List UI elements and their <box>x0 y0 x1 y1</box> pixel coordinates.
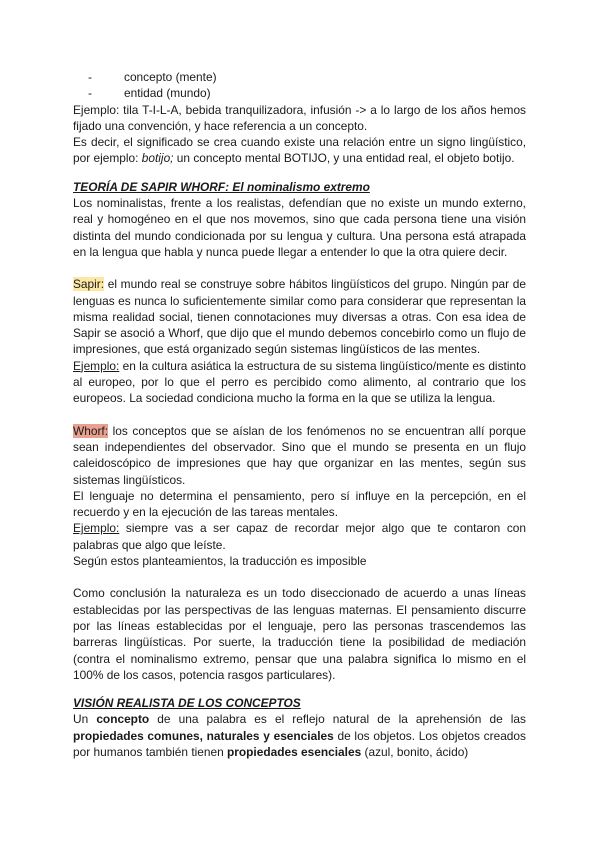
spacer <box>73 407 526 423</box>
document-body <box>73 69 526 760</box>
sapir-example-paragraph <box>73 358 526 407</box>
bullet-list <box>73 69 526 102</box>
whorf-paragraph <box>73 423 526 488</box>
meaning-italic: botijo; <box>141 151 174 166</box>
bullet-text: entidad (mundo) <box>124 86 211 101</box>
sapir-example-text: en la cultura asiática la estructura de su sistema lingüístico/mente es distinto al europeo, por lo que el perro es percibido como alimento, al contrario que los europeos. La sociedad condiciona mucho la forma en la que se utiliza la lengua. <box>73 358 526 406</box>
whorf-example-label: Ejemplo: <box>73 521 120 536</box>
concept-paragraph <box>73 711 526 760</box>
list-item <box>88 69 526 85</box>
spacer <box>73 167 526 179</box>
meaning-paragraph <box>73 134 526 167</box>
bullet-dash: - <box>88 70 92 84</box>
meaning-text-a: Es decir, el significado se crea cuando existe una relación entre un signo lingüístico, por ejemplo: <box>73 135 526 166</box>
concept-bold-3: propiedades esenciales <box>227 744 362 759</box>
section-heading-sapir-whorf: TEORÍA DE SAPIR WHORF: El nominalismo extremo <box>73 179 370 194</box>
concept-text-4: (azul, bonito, ácido) <box>361 744 469 759</box>
whorf-text: los conceptos que se aíslan de los fenómenos no se encuentran allí porque sean independientes del observador. Sino que el mundo se presenta en un flujo caleidoscópico de impresiones que hay que organizar en las mentes, según sus sistemas lingüísticos. <box>73 423 526 487</box>
concept-bold-1: concepto <box>96 712 150 727</box>
list-item <box>88 85 526 101</box>
spacer <box>73 569 526 585</box>
sapir-label: Sapir: <box>73 277 105 292</box>
concept-bold-2: propiedades comunes, naturales y esenciales <box>73 728 334 743</box>
conclusion-paragraph: Como conclusión la naturaleza es un todo diseccionado de acuerdo a unas líneas establecidas por las perspectivas de las lenguas maternas. El pensamiento discurre por las líneas establecidas por el lenguaje, pero las personas trascendemos las barreras lingüísticas. Por suerte, la traducción tiene la posibilidad de mediación (contra el nominalismo extremo, pensar que una palabra significa lo mismo en el 100% de los casos, potencia rasgos particulares). <box>73 586 526 682</box>
language-thought-paragraph: El lenguaje no determina el pensamiento, pero sí influye en la percepción, en el recuerdo y en la ejecución de las tareas mentales. <box>73 488 526 520</box>
bullet-text: concepto (mente) <box>124 70 217 84</box>
bullet-dash: - <box>88 86 92 101</box>
concept-text-2: de una palabra es el reflejo natural de la aprehensión de las <box>149 712 526 727</box>
concept-text-1: Un <box>73 712 97 727</box>
meaning-text-b: un concepto mental BOTIJO, y una entidad real, el objeto botijo. <box>173 151 515 166</box>
spacer <box>73 260 526 276</box>
nominalists-paragraph: Los nominalistas, frente a los realistas, defendían que no existe un mundo externo, real y homogéneo en el que nos movemos, sino que cada persona tiene una visión distinta del mundo condicionada por su lengua y cultura. Una persona está atrapada en la lengua que habla y nunca puede llegar a entender lo que la otra quiere decir. <box>73 196 526 259</box>
sapir-text: el mundo real se construye sobre hábitos lingüísticos del grupo. Ningún par de lenguas es nunca lo suficientemente similar como para considerar que representan la misma realidad social, tienen connotaciones muy diversas a otras. Con esa idea de Sapir se asoció a Whorf, que dijo que el mundo debemos concebirlo como un flujo de impresiones, que está organizado según sistemas lingüísticos de las mentes. <box>73 277 526 357</box>
section-heading-realista: VISIÓN REALISTA DE LOS CONCEPTOS <box>73 696 301 711</box>
whorf-example-text: siempre vas a ser capaz de recordar mejor algo que te contaron con palabras que algo que leíste. <box>73 521 526 552</box>
whorf-label: Whorf: <box>73 423 109 438</box>
whorf-example-paragraph <box>73 520 526 553</box>
sapir-example-label: Ejemplo: <box>73 358 120 373</box>
translation-paragraph: Según estos planteamientos, la traducción es imposible <box>73 554 367 569</box>
concept-text-3: de los objetos. Los objetos creados por humanos también tienen <box>73 728 526 759</box>
example-paragraph: Ejemplo: tila T-I-L-A, bebida tranquilizadora, infusión -> a lo largo de los años hemos fijado una convención, y hace referencia a un concepto. <box>73 102 526 133</box>
sapir-paragraph <box>73 276 526 357</box>
spacer <box>73 683 526 695</box>
